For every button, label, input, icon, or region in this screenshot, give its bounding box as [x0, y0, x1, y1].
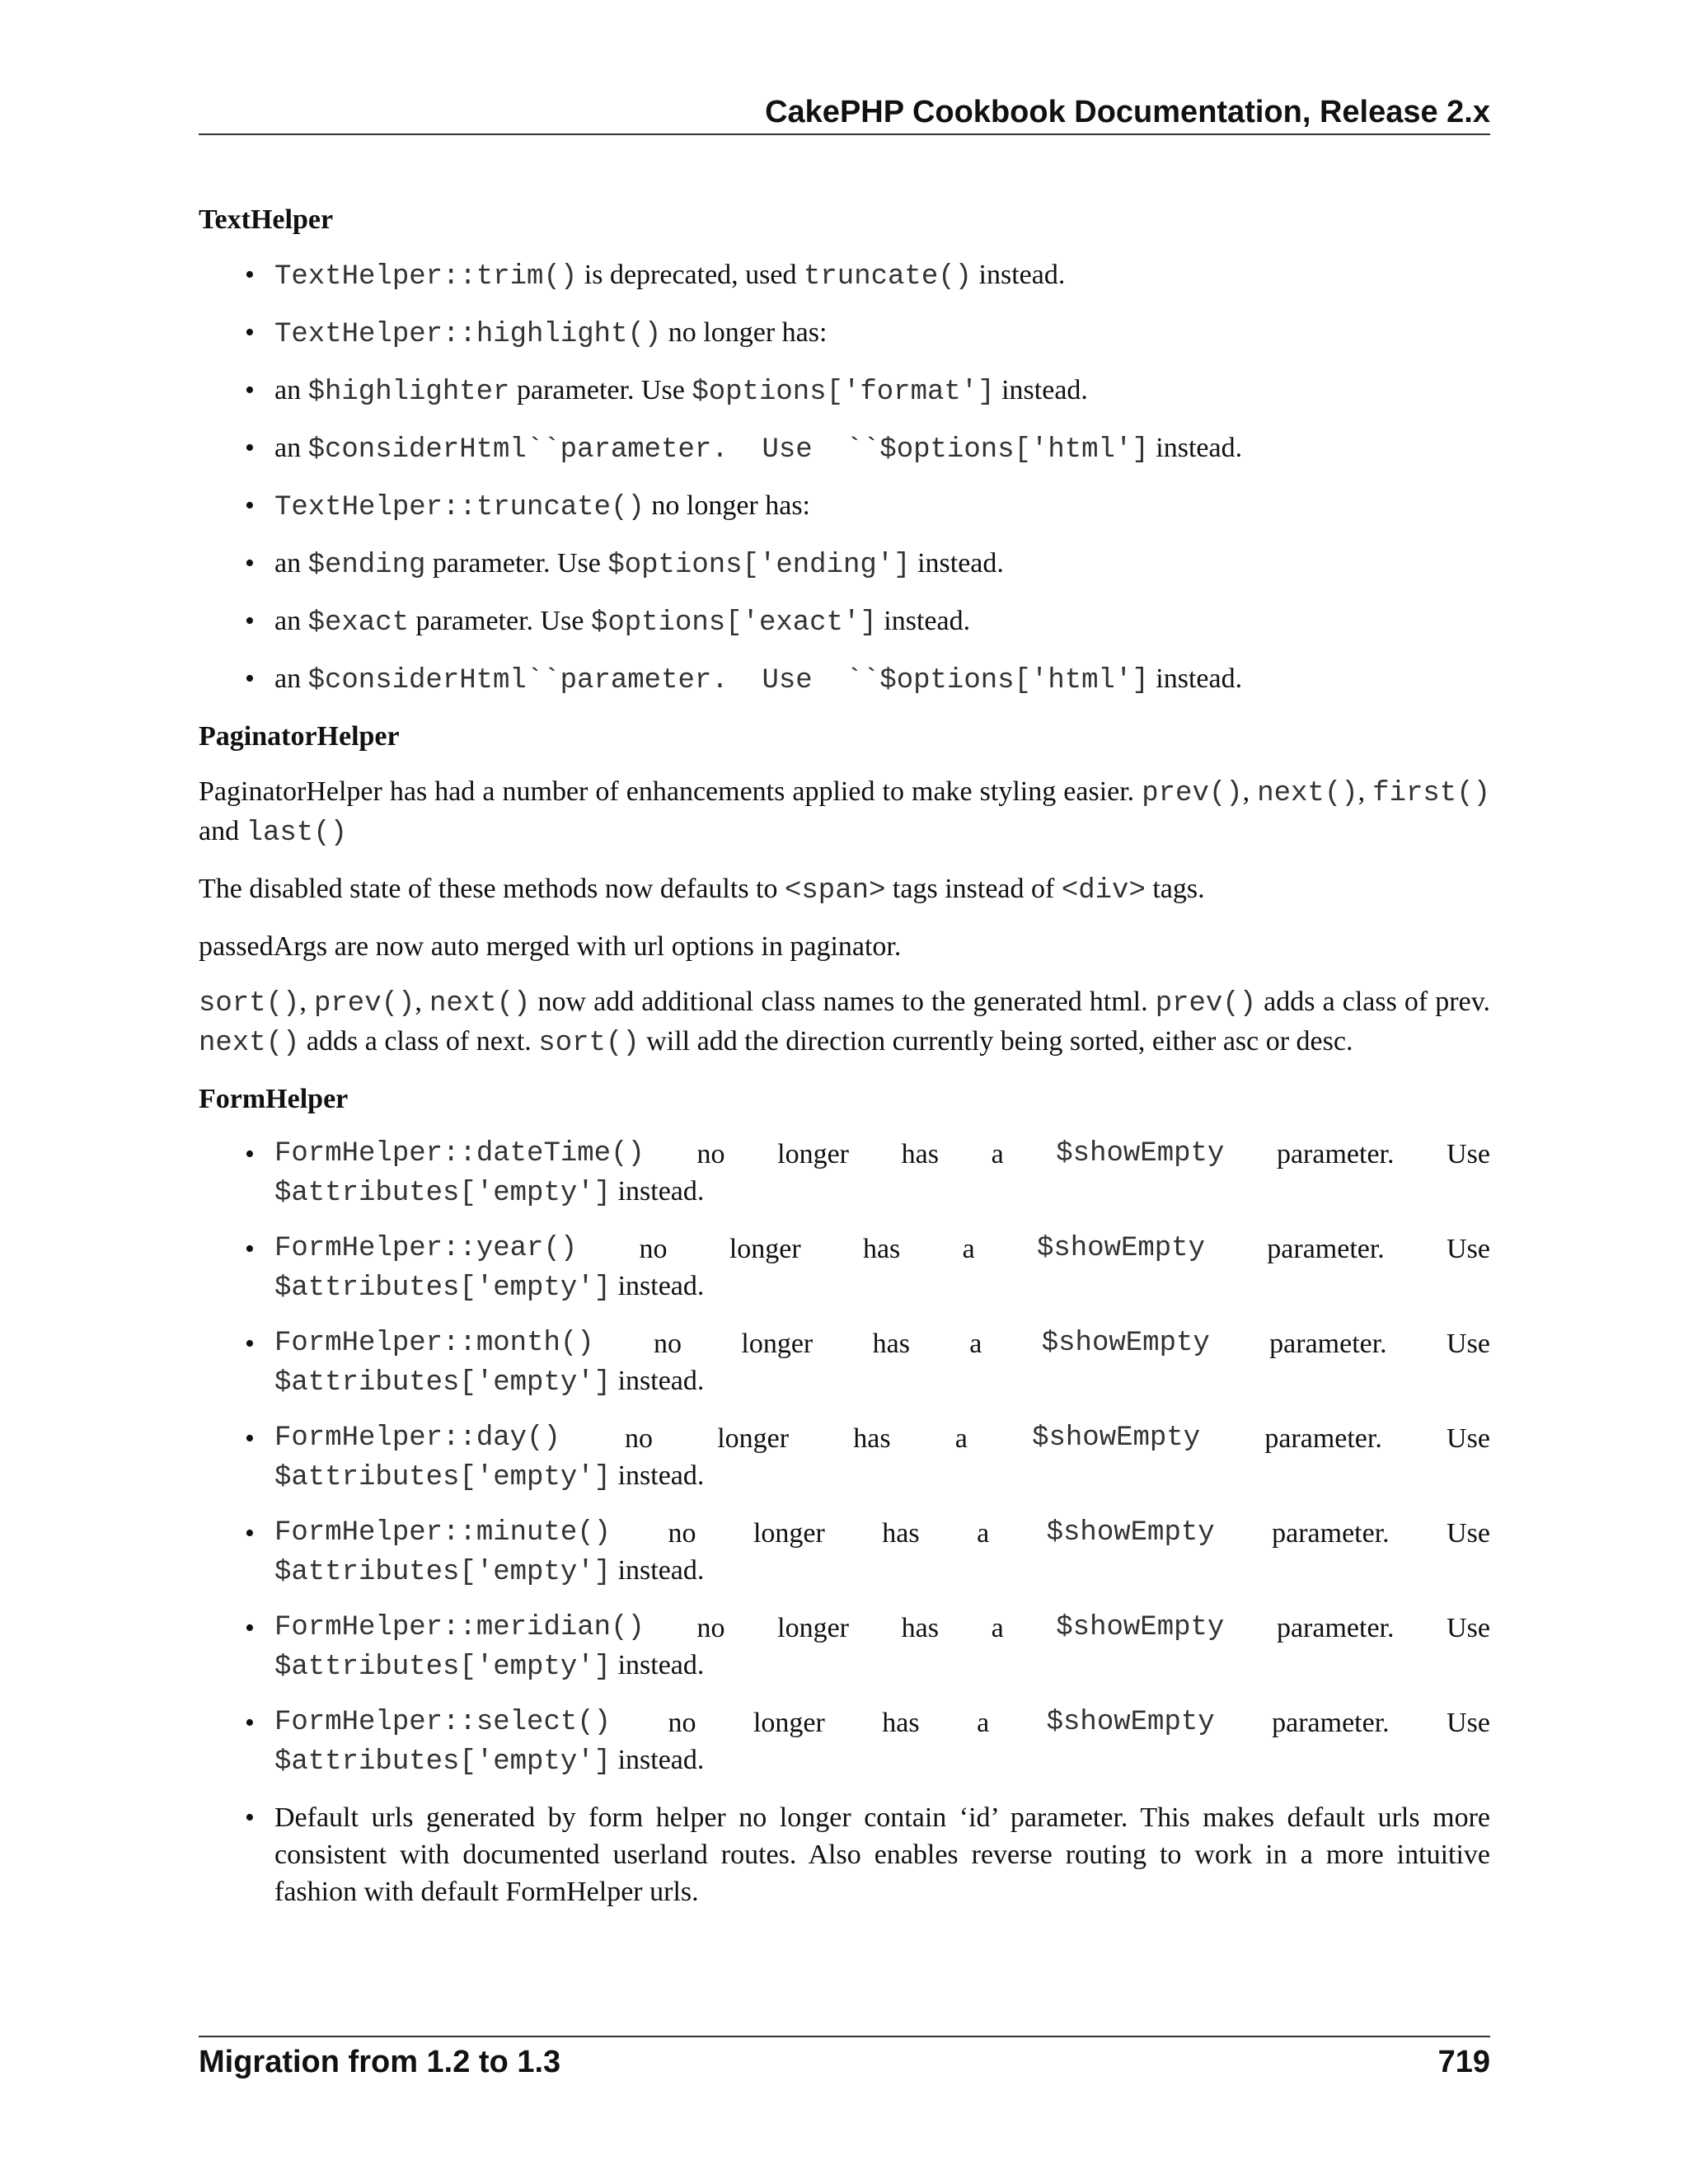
text: has	[882, 1518, 920, 1549]
text: will add the direction currently being sorted, either asc or desc.	[639, 1026, 1353, 1057]
text: no	[696, 1613, 725, 1643]
text: an	[274, 663, 308, 694]
bullet-icon: •	[245, 1802, 255, 1833]
code: FormHelper::meridian()	[274, 1612, 645, 1643]
text: Use	[1447, 1329, 1490, 1359]
text: longer	[717, 1423, 790, 1454]
bullet-icon: •	[245, 490, 255, 521]
code: next()	[429, 988, 531, 1019]
list-item	[199, 1610, 1490, 1686]
text: no	[668, 1708, 696, 1738]
bullet-icon: •	[245, 1708, 255, 1738]
text: parameter. Use	[425, 548, 608, 579]
replacement-line	[274, 1457, 1490, 1497]
text: Use	[1447, 1708, 1490, 1738]
code: $showEmpty	[1056, 1612, 1225, 1643]
code: prev()	[1142, 778, 1243, 809]
code: FormHelper::select()	[274, 1707, 612, 1738]
text: parameter.	[1272, 1708, 1390, 1738]
page-footer	[199, 2039, 1490, 2085]
code: $considerHtml``parameter. Use ``$options['html']	[307, 434, 1149, 466]
code: $attributes['empty']	[274, 1178, 612, 1209]
code: $showEmpty	[1041, 1328, 1210, 1359]
text: instead.	[611, 1271, 705, 1301]
code: next()	[199, 1028, 300, 1059]
bullet-icon: •	[245, 317, 255, 348]
list-item	[199, 545, 1490, 584]
code: <div>	[1061, 875, 1146, 907]
header-rule	[199, 134, 1490, 135]
code: $options['ending']	[607, 550, 911, 581]
bullet-icon: •	[245, 260, 255, 290]
replacement-line	[274, 1741, 1490, 1781]
document-page	[199, 0, 1490, 2184]
code: truncate()	[804, 261, 973, 293]
text: no	[639, 1234, 668, 1264]
text: instead.	[611, 1176, 705, 1207]
text: ,	[1357, 776, 1373, 807]
footer-rule	[199, 2036, 1490, 2037]
text: instead.	[972, 260, 1066, 290]
text: is deprecated, used	[577, 260, 804, 290]
paginator-helper-section	[199, 718, 1490, 1062]
text: and	[199, 816, 246, 846]
bullet-icon: •	[245, 548, 255, 579]
form-helper-section	[199, 1080, 1490, 1910]
code: $ending	[307, 550, 426, 581]
form-helper-list	[199, 1136, 1490, 1910]
text: PaginatorHelper has had a number of enhancements applied to make styling easier.	[199, 776, 1142, 807]
list-item	[199, 660, 1490, 700]
text: longer	[753, 1708, 825, 1738]
paragraph	[199, 870, 1490, 910]
text: longer	[777, 1613, 849, 1643]
page-content	[199, 201, 1490, 1929]
text-helper-section	[199, 201, 1490, 700]
list-item	[199, 372, 1490, 411]
text: The disabled state of these methods now defaults to	[199, 874, 785, 904]
code: sort()	[538, 1028, 640, 1059]
code: FormHelper::minute()	[274, 1517, 612, 1549]
text: no longer has:	[661, 317, 828, 348]
text-helper-list	[199, 256, 1490, 700]
text: Use	[1447, 1613, 1490, 1643]
text: a	[991, 1613, 1004, 1643]
paragraph: passedArgs are now auto merged with url options in paginator.	[199, 931, 902, 962]
method-row	[274, 1704, 1490, 1741]
code: <span>	[785, 875, 886, 907]
replacement-line	[274, 1552, 1490, 1591]
page-number: 719	[1437, 2045, 1490, 2079]
text: a	[991, 1139, 1004, 1169]
bullet-icon: •	[245, 1234, 255, 1264]
text: adds a class of prev.	[1256, 987, 1491, 1017]
text: parameter.	[1272, 1518, 1390, 1549]
code: $attributes['empty']	[274, 1367, 612, 1399]
method-row	[274, 1515, 1490, 1552]
text: longer	[777, 1139, 849, 1169]
text: instead.	[611, 1650, 705, 1680]
code: $attributes['empty']	[274, 1272, 612, 1304]
text: tags.	[1145, 874, 1205, 904]
text: Default urls generated by form helper no longer contain ‘id’ parameter. This makes default urls more consistent with documented userland routes. Also enables reverse routing to work in a more intuitive fashion with default FormHelper urls.	[274, 1802, 1490, 1907]
code: FormHelper::day()	[274, 1422, 560, 1454]
paragraph	[199, 773, 1490, 852]
code: $showEmpty	[1046, 1707, 1215, 1738]
code: $considerHtml``parameter. Use ``$options['html']	[307, 665, 1149, 696]
text: instead.	[611, 1745, 705, 1775]
list-item	[199, 256, 1490, 296]
text: instead.	[611, 1555, 705, 1586]
code: first()	[1372, 778, 1490, 809]
text: longer	[753, 1518, 825, 1549]
list-item	[199, 429, 1490, 469]
list-item	[199, 602, 1490, 642]
list-item	[199, 1325, 1490, 1402]
list-item	[199, 314, 1490, 354]
method-row	[274, 1136, 1490, 1173]
text: has	[901, 1139, 939, 1169]
code: $showEmpty	[1056, 1138, 1225, 1169]
paragraph	[199, 983, 1490, 1062]
text: ,	[299, 987, 314, 1017]
code: FormHelper::year()	[274, 1233, 578, 1264]
code: last()	[246, 818, 348, 849]
list-item	[199, 1230, 1490, 1307]
text: instead.	[611, 1366, 705, 1396]
code: $showEmpty	[1046, 1517, 1215, 1549]
text: longer	[729, 1234, 801, 1264]
text: a	[969, 1329, 982, 1359]
text: parameter.	[1276, 1613, 1395, 1643]
code: next()	[1257, 778, 1358, 809]
bullet-icon: •	[245, 375, 255, 405]
text: has	[901, 1613, 939, 1643]
code: $attributes['empty']	[274, 1462, 612, 1493]
bullet-icon: •	[245, 1518, 255, 1549]
text: now add additional class names to the generated html.	[530, 987, 1156, 1017]
list-item	[199, 487, 1490, 527]
code: sort()	[199, 988, 300, 1019]
code: $attributes['empty']	[274, 1746, 612, 1778]
text: has	[882, 1708, 920, 1738]
text: adds a class of next.	[299, 1026, 539, 1057]
text: an	[274, 548, 308, 579]
code: $exact	[307, 607, 410, 639]
text: no	[668, 1518, 696, 1549]
text: has	[853, 1423, 891, 1454]
list-item	[199, 1136, 1490, 1212]
text: has	[862, 1234, 901, 1264]
text: Use	[1447, 1518, 1490, 1549]
code: TextHelper::truncate()	[274, 492, 645, 523]
text: instead.	[611, 1460, 705, 1491]
text: parameter.	[1269, 1329, 1387, 1359]
paginator-helper-heading: PaginatorHelper	[199, 721, 400, 752]
code: TextHelper::highlight()	[274, 319, 662, 350]
replacement-line	[274, 1362, 1490, 1402]
code: $attributes['empty']	[274, 1557, 612, 1588]
text: a	[962, 1234, 975, 1264]
text: a	[977, 1708, 990, 1738]
text: instead.	[1148, 663, 1243, 694]
text: instead.	[910, 548, 1004, 579]
bullet-icon: •	[245, 433, 255, 463]
replacement-line	[274, 1173, 1490, 1212]
code: $attributes['empty']	[274, 1652, 612, 1683]
bullet-icon: •	[245, 1423, 255, 1454]
text: instead.	[1148, 433, 1243, 463]
list-item	[199, 1799, 1490, 1910]
bullet-icon: •	[245, 1613, 255, 1643]
code: $highlighter	[307, 377, 510, 408]
method-row	[274, 1325, 1490, 1362]
method-row	[274, 1230, 1490, 1268]
code: prev()	[1155, 988, 1257, 1019]
code: $options['exact']	[590, 607, 877, 639]
list-item	[199, 1515, 1490, 1591]
text: no	[625, 1423, 654, 1454]
text: no longer has:	[644, 490, 811, 521]
code: FormHelper::dateTime()	[274, 1138, 645, 1169]
text: longer	[741, 1329, 814, 1359]
code: $showEmpty	[1032, 1422, 1201, 1454]
text: an	[274, 433, 308, 463]
text: ,	[1242, 776, 1258, 807]
bullet-icon: •	[245, 1139, 255, 1169]
running-header: CakePHP Cookbook Documentation, Release 2.x	[765, 95, 1490, 129]
text: Use	[1447, 1139, 1490, 1169]
replacement-line	[274, 1647, 1490, 1686]
code: $showEmpty	[1036, 1233, 1205, 1264]
code: $options['format']	[692, 377, 995, 408]
code: TextHelper::trim()	[274, 261, 578, 293]
list-item	[199, 1704, 1490, 1781]
bullet-icon: •	[245, 663, 255, 694]
text: instead.	[994, 375, 1088, 405]
form-helper-heading: FormHelper	[199, 1084, 349, 1114]
text: no	[654, 1329, 682, 1359]
text: parameter.	[1276, 1139, 1395, 1169]
text: ,	[415, 987, 429, 1017]
text: parameter. Use	[409, 606, 591, 636]
text: parameter.	[1267, 1234, 1385, 1264]
footer-section-title: Migration from 1.2 to 1.3	[199, 2045, 561, 2079]
method-row	[274, 1420, 1490, 1457]
text: an	[274, 375, 308, 405]
bullet-icon: •	[245, 1329, 255, 1359]
text: tags instead of	[885, 874, 1062, 904]
text: a	[977, 1518, 990, 1549]
code: prev()	[314, 988, 415, 1019]
method-row	[274, 1610, 1490, 1647]
text: Use	[1447, 1423, 1490, 1454]
text: an	[274, 606, 308, 636]
code: FormHelper::month()	[274, 1328, 594, 1359]
text: instead.	[876, 606, 971, 636]
text: parameter.	[1264, 1423, 1382, 1454]
text: Use	[1447, 1234, 1490, 1264]
bullet-icon: •	[245, 606, 255, 636]
replacement-line	[274, 1268, 1490, 1307]
text: has	[872, 1329, 910, 1359]
text: no	[696, 1139, 725, 1169]
list-item	[199, 1420, 1490, 1497]
text-helper-heading: TextHelper	[199, 204, 334, 235]
text: a	[954, 1423, 968, 1454]
text: parameter. Use	[509, 375, 692, 405]
